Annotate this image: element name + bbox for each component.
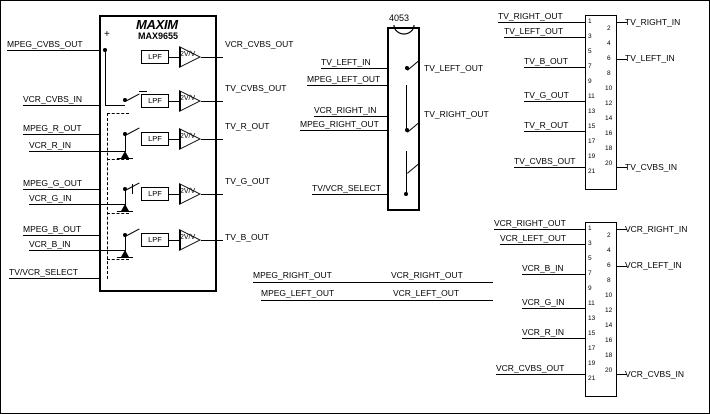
- vcr-connector-pin-11: 11: [588, 300, 595, 307]
- vcr-connector-label-vcr-left-in: VCR_LEFT_IN: [625, 260, 682, 270]
- tv-connector-pin-20: 20: [605, 160, 613, 167]
- center-net-right-vcr-left-out: VCR_LEFT_OUT: [393, 288, 460, 298]
- tv-connector-pin-7: 7: [588, 63, 592, 70]
- diode-r: [121, 151, 129, 158]
- vcr-connector-label-vcr-right-out: VCR_RIGHT_OUT: [494, 218, 566, 228]
- amplifier-b: [179, 229, 201, 251]
- vcr-connector-pin-16: 16: [605, 337, 613, 344]
- diode-b: [121, 250, 129, 257]
- vcr-connector-pin-4: 4: [607, 247, 611, 254]
- vcr-connector-label-vcr-cvbs-out: VCR_CVBS_OUT: [496, 363, 565, 373]
- tv-connector-pin-16: 16: [605, 130, 613, 137]
- mux-output-label-tv-right-out: TV_RIGHT_OUT: [424, 109, 489, 119]
- tv-connector-label-tv-cvbs-out: TV_CVBS_OUT: [514, 156, 576, 166]
- vcr-connector-pin-8: 8: [607, 277, 611, 284]
- lpf-block-r: LPF: [141, 132, 169, 146]
- amplifier-gain-label: 2V/V: [180, 95, 196, 102]
- vcr-connector-pin-7: 7: [588, 270, 592, 277]
- vcr-connector-label-vcr-cvbs-in: VCR_CVBS_IN: [625, 369, 685, 379]
- output-label-vcr-cvbs-out: VCR_CVBS_OUT: [225, 39, 294, 49]
- mux-node-c: [404, 192, 408, 196]
- tv-connector-pin-9: 9: [588, 78, 592, 85]
- amplifier-cvbs: [179, 46, 201, 68]
- tv-connector-pin-17: 17: [588, 138, 596, 145]
- tv-connector-pin-19: 19: [588, 153, 596, 160]
- tv-connector-pin-11: 11: [588, 93, 595, 100]
- output-label-tv-b-out: TV_B_OUT: [225, 232, 269, 242]
- vcr-connector-pin-14: 14: [605, 322, 613, 329]
- tv-connector-label-tv-b-out: TV_B_OUT: [524, 56, 568, 66]
- tv-connector-pin-1: 1: [588, 18, 592, 25]
- tv-connector-pin-18: 18: [605, 145, 613, 152]
- vcr-connector-pin-9: 9: [588, 285, 592, 292]
- vcr-connector-pin-2: 2: [607, 232, 611, 239]
- vcr-connector-pin-6: 6: [607, 262, 611, 269]
- amplifier-gain-label: 2V/V: [180, 51, 196, 58]
- vcr-connector-label-vcr-b-in: VCR_B_IN: [522, 263, 564, 273]
- tv-connector-label-tv-cvbs-in: TV_CVBS_IN: [625, 162, 677, 172]
- tv-connector-pin-3: 3: [588, 33, 592, 40]
- amplifier-gain-label: 2V/V: [180, 234, 196, 241]
- vcr-connector-label-vcr-right-in: VCR_RIGHT_IN: [625, 224, 688, 234]
- tv-connector-label-tv-right-in: TV_RIGHT_IN: [625, 17, 681, 27]
- mux-ic-body: [387, 27, 420, 211]
- vcr-connector-label-vcr-left-out: VCR_LEFT_OUT: [500, 233, 567, 243]
- tv-connector-label-tv-left-in: TV_LEFT_IN: [625, 53, 675, 63]
- input-label-mpeg-b-out: MPEG_B_OUT: [23, 224, 82, 234]
- tv-connector-pin-12: 12: [605, 100, 613, 107]
- tv-connector-pin-6: 6: [607, 55, 611, 62]
- input-label-vcr-r-in: VCR_R_IN: [29, 140, 72, 150]
- input-label-tv-vcr-select: TV/VCR_SELECT: [9, 267, 78, 277]
- center-net-left-mpeg-left-out: MPEG_LEFT_OUT: [261, 288, 335, 298]
- vcr-connector-pin-17: 17: [588, 345, 596, 352]
- amplifier-gain-label: 2V/V: [180, 133, 196, 140]
- maxim-logo: MAXIM: [136, 17, 178, 32]
- vcr-connector-pin-13: 13: [588, 315, 596, 322]
- tv-connector-pin-5: 5: [588, 48, 592, 55]
- mux-input-label-mpeg-right-out: MPEG_RIGHT_OUT: [300, 119, 379, 129]
- polarity-plus-marker: +: [104, 29, 110, 40]
- vcr-connector-label-vcr-g-in: VCR_G_IN: [522, 297, 565, 307]
- output-label-tv-cvbs-out: TV_CVBS_OUT: [225, 83, 287, 93]
- vcr-connector-pin-3: 3: [588, 240, 592, 247]
- lpf-block-tv-cvbs: LPF: [141, 94, 169, 108]
- input-label-mpeg-r-out: MPEG_R_OUT: [23, 123, 82, 133]
- output-label-tv-r-out: TV_R_OUT: [225, 121, 270, 131]
- tv-connector-pin-10: 10: [605, 85, 613, 92]
- tv-connector-label-tv-g-out: TV_G_OUT: [524, 90, 569, 100]
- vcr-connector-pin-12: 12: [605, 307, 613, 314]
- lpf-block-b: LPF: [141, 233, 169, 247]
- amplifier-g: [179, 183, 201, 205]
- mux-input-label-tv-left-in: TV_LEFT_IN: [321, 57, 371, 67]
- center-net-right-vcr-right-out: VCR_RIGHT_OUT: [391, 270, 463, 280]
- tv-connector-pin-13: 13: [588, 108, 596, 115]
- mux-output-label-tv-left-out: TV_LEFT_OUT: [424, 63, 484, 73]
- max9655-part-number: MAX9655: [138, 31, 179, 41]
- vcr-connector-pin-19: 19: [588, 360, 596, 367]
- tv-connector-pin-4: 4: [607, 40, 611, 47]
- vcr-connector-pin-21: 21: [588, 375, 596, 382]
- diode-g: [121, 204, 129, 211]
- amplifier-tv-cvbs: [179, 90, 201, 112]
- lpf-block-cvbs: LPF: [141, 50, 169, 64]
- input-label-vcr-g-in: VCR_G_IN: [29, 193, 72, 203]
- mux-notch-icon: [393, 25, 415, 35]
- center-net-left-mpeg-right-out: MPEG_RIGHT_OUT: [253, 270, 332, 280]
- tv-connector-pin-14: 14: [605, 115, 613, 122]
- tv-connector-pin-15: 15: [588, 123, 596, 130]
- amplifier-r: [179, 128, 201, 150]
- select-control-bus: [107, 113, 108, 279]
- vcr-connector-pin-5: 5: [588, 255, 592, 262]
- vcr-connector-pin-18: 18: [605, 352, 613, 359]
- input-label-vcr-b-in: VCR_B_IN: [29, 239, 71, 249]
- mux-part-number: 4053: [389, 13, 410, 23]
- tv-connector-pin-21: 21: [588, 168, 596, 175]
- vcr-connector-pin-10: 10: [605, 292, 613, 299]
- vcr-connector-label-vcr-r-in: VCR_R_IN: [522, 327, 565, 337]
- lpf-block-g: LPF: [141, 187, 169, 201]
- input-label-mpeg-g-out: MPEG_G_OUT: [23, 178, 83, 188]
- mux-input-label-tv-vcr-select: TV/VCR_SELECT: [312, 183, 381, 193]
- input-label-mpeg-cvbs-out: MPEG_CVBS_OUT: [7, 39, 83, 49]
- tv-connector-pin-2: 2: [607, 25, 611, 32]
- tv-connector-label-tv-left-out: TV_LEFT_OUT: [504, 26, 564, 36]
- tv-connector-label-tv-r-out: TV_R_OUT: [524, 120, 569, 130]
- mux-input-label-mpeg-left-out: MPEG_LEFT_OUT: [307, 74, 381, 84]
- vcr-connector-pin-15: 15: [588, 330, 596, 337]
- mux-input-label-vcr-right-in: VCR_RIGHT_IN: [314, 105, 377, 115]
- vcr-connector-pin-20: 20: [605, 367, 613, 374]
- amplifier-gain-label: 2V/V: [180, 188, 196, 195]
- tv-connector-label-tv-right-out: TV_RIGHT_OUT: [498, 11, 563, 21]
- input-label-vcr-cvbs-in: VCR_CVBS_IN: [23, 94, 83, 104]
- output-label-tv-g-out: TV_G_OUT: [225, 176, 270, 186]
- tv-connector-pin-8: 8: [607, 70, 611, 77]
- vcr-connector-pin-1: 1: [588, 225, 592, 232]
